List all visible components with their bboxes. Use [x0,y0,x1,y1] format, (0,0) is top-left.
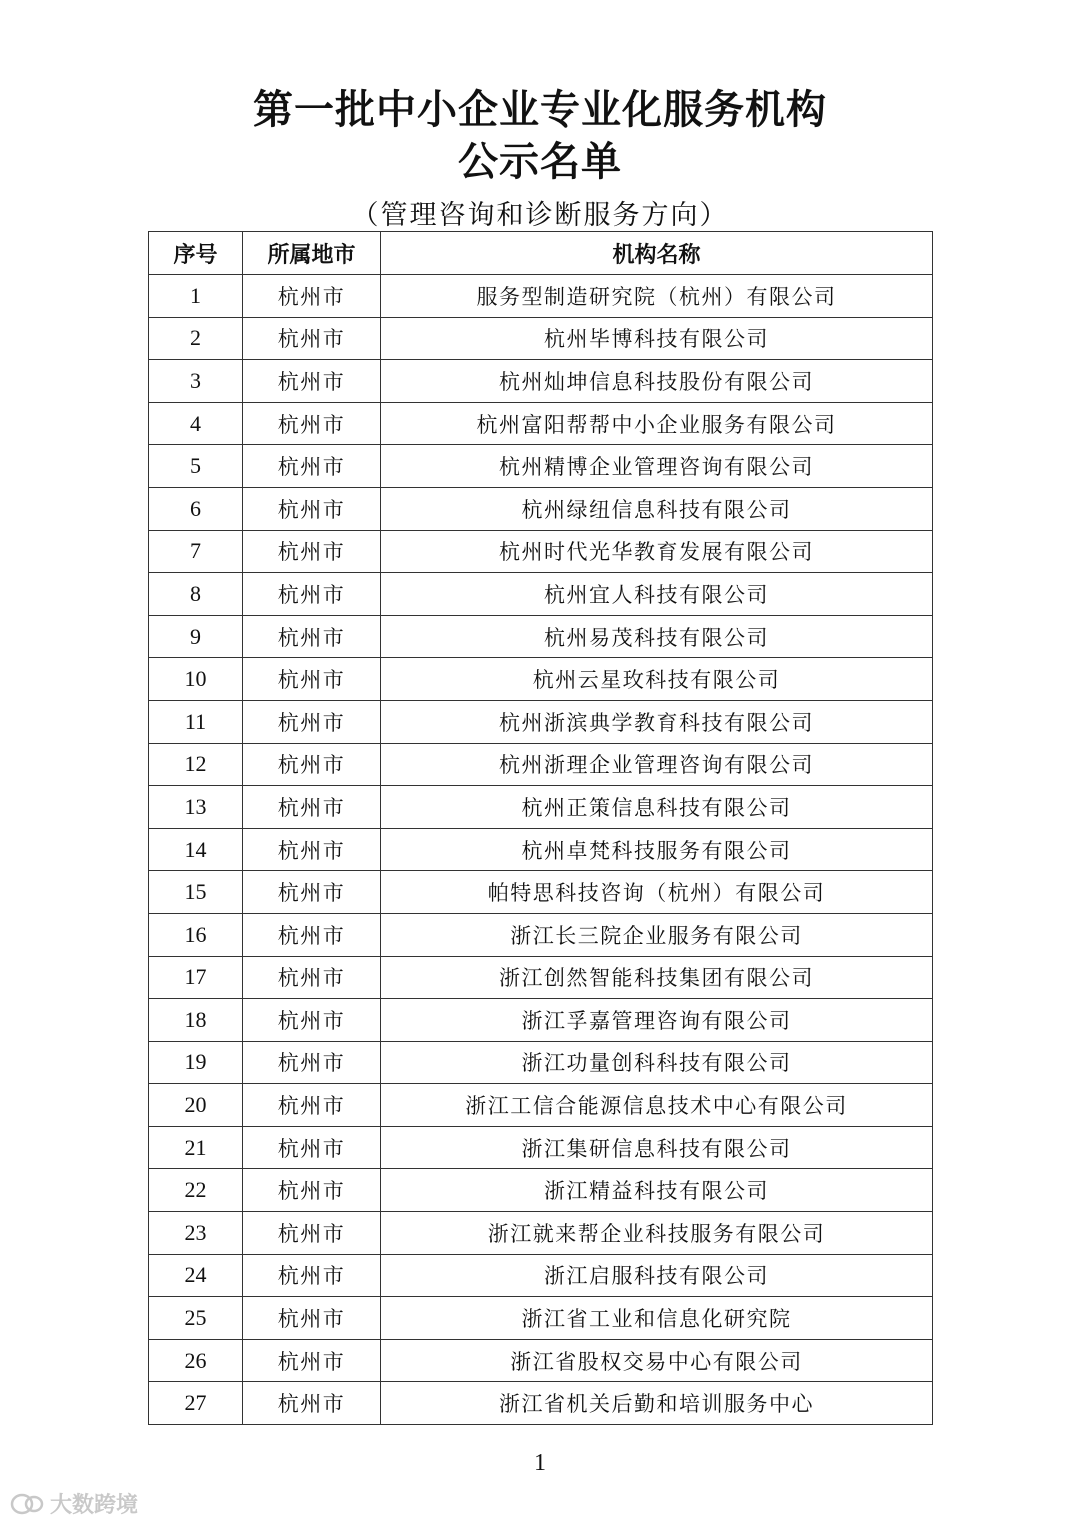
cell-city: 杭州市 [243,402,381,445]
table-row [149,360,933,403]
cell-institution-name: 浙江功量创科科技有限公司 [381,1041,933,1084]
table-row [149,999,933,1042]
table-row [149,1254,933,1297]
table-row [149,317,933,360]
cell-serial-number: 17 [149,956,243,999]
page-number: 1 [534,1450,546,1476]
cell-city: 杭州市 [243,1297,381,1340]
cell-serial-number: 13 [149,786,243,829]
cell-institution-name: 浙江就来帮企业科技服务有限公司 [381,1212,933,1255]
table-row [149,1382,933,1425]
table-row [149,1339,933,1382]
cell-city: 杭州市 [243,658,381,701]
header-city: 所属地市 [243,232,381,275]
cell-serial-number: 27 [149,1382,243,1425]
cell-city: 杭州市 [243,1212,381,1255]
cell-serial-number: 22 [149,1169,243,1212]
institution-table [148,231,933,1425]
watermark-logo-icon [10,1490,44,1518]
table-row [149,1169,933,1212]
table-row [149,615,933,658]
cell-serial-number: 12 [149,743,243,786]
cell-city: 杭州市 [243,786,381,829]
cell-institution-name: 浙江精益科技有限公司 [381,1169,933,1212]
cell-institution-name: 杭州毕博科技有限公司 [381,317,933,360]
cell-city: 杭州市 [243,445,381,488]
cell-institution-name: 杭州绿纽信息科技有限公司 [381,487,933,530]
table-row [149,828,933,871]
cell-serial-number: 3 [149,360,243,403]
cell-serial-number: 2 [149,317,243,360]
table-row [149,786,933,829]
header-institution-name: 机构名称 [381,232,933,275]
cell-serial-number: 25 [149,1297,243,1340]
cell-serial-number: 6 [149,487,243,530]
cell-institution-name: 杭州云星玫科技有限公司 [381,658,933,701]
cell-institution-name: 浙江长三院企业服务有限公司 [381,913,933,956]
table-row [149,1212,933,1255]
cell-institution-name: 浙江集研信息科技有限公司 [381,1126,933,1169]
cell-city: 杭州市 [243,1382,381,1425]
cell-serial-number: 15 [149,871,243,914]
table-row [149,275,933,318]
cell-city: 杭州市 [243,913,381,956]
cell-city: 杭州市 [243,530,381,573]
cell-city: 杭州市 [243,487,381,530]
cell-institution-name: 浙江省工业和信息化研究院 [381,1297,933,1340]
cell-city: 杭州市 [243,573,381,616]
document-title-line2: 公示名单 [458,138,622,185]
cell-institution-name: 帕特思科技咨询（杭州）有限公司 [381,871,933,914]
table-row [149,1126,933,1169]
table-row [149,1297,933,1340]
cell-serial-number: 14 [149,828,243,871]
table-body [149,275,933,1425]
table-header-row [149,232,933,275]
cell-serial-number: 7 [149,530,243,573]
table-row [149,743,933,786]
table-row [149,402,933,445]
cell-serial-number: 1 [149,275,243,318]
table-row [149,913,933,956]
cell-city: 杭州市 [243,743,381,786]
cell-city: 杭州市 [243,1084,381,1127]
cell-institution-name: 浙江孚嘉管理咨询有限公司 [381,999,933,1042]
cell-institution-name: 杭州易茂科技有限公司 [381,615,933,658]
table-row [149,573,933,616]
cell-institution-name: 浙江省股权交易中心有限公司 [381,1339,933,1382]
cell-institution-name: 杭州精博企业管理咨询有限公司 [381,445,933,488]
cell-city: 杭州市 [243,1041,381,1084]
cell-serial-number: 10 [149,658,243,701]
document-title-line1: 第一批中小企业专业化服务机构 [253,86,827,133]
cell-city: 杭州市 [243,700,381,743]
table-row [149,530,933,573]
cell-serial-number: 21 [149,1126,243,1169]
cell-city: 杭州市 [243,999,381,1042]
cell-institution-name: 杭州宜人科技有限公司 [381,573,933,616]
cell-institution-name: 杭州灿坤信息科技股份有限公司 [381,360,933,403]
cell-institution-name: 杭州卓梵科技服务有限公司 [381,828,933,871]
cell-city: 杭州市 [243,615,381,658]
table-row [149,956,933,999]
cell-institution-name: 杭州时代光华教育发展有限公司 [381,530,933,573]
cell-serial-number: 16 [149,913,243,956]
watermark-text: 大数跨境 [50,1493,139,1518]
cell-city: 杭州市 [243,360,381,403]
cell-city: 杭州市 [243,1339,381,1382]
cell-city: 杭州市 [243,1126,381,1169]
cell-institution-name: 杭州浙滨典学教育科技有限公司 [381,700,933,743]
cell-city: 杭州市 [243,828,381,871]
cell-city: 杭州市 [243,317,381,360]
cell-serial-number: 19 [149,1041,243,1084]
cell-serial-number: 24 [149,1254,243,1297]
header-serial-number: 序号 [149,232,243,275]
document-subtitle: （管理咨询和诊断服务方向） [351,200,729,231]
cell-city: 杭州市 [243,275,381,318]
cell-institution-name: 浙江创然智能科技集团有限公司 [381,956,933,999]
cell-serial-number: 9 [149,615,243,658]
cell-city: 杭州市 [243,1169,381,1212]
table-row [149,1084,933,1127]
table-row [149,700,933,743]
cell-city: 杭州市 [243,1254,381,1297]
cell-institution-name: 杭州富阳帮帮中小企业服务有限公司 [381,402,933,445]
cell-serial-number: 26 [149,1339,243,1382]
cell-serial-number: 18 [149,999,243,1042]
cell-city: 杭州市 [243,871,381,914]
cell-serial-number: 23 [149,1212,243,1255]
table-row [149,445,933,488]
cell-serial-number: 4 [149,402,243,445]
cell-serial-number: 8 [149,573,243,616]
cell-city: 杭州市 [243,956,381,999]
cell-institution-name: 服务型制造研究院（杭州）有限公司 [381,275,933,318]
table-row [149,658,933,701]
cell-serial-number: 20 [149,1084,243,1127]
cell-serial-number: 11 [149,700,243,743]
table-row [149,871,933,914]
cell-institution-name: 杭州正策信息科技有限公司 [381,786,933,829]
table-row [149,487,933,530]
cell-institution-name: 杭州浙理企业管理咨询有限公司 [381,743,933,786]
cell-serial-number: 5 [149,445,243,488]
cell-institution-name: 浙江启服科技有限公司 [381,1254,933,1297]
cell-institution-name: 浙江工信合能源信息技术中心有限公司 [381,1084,933,1127]
watermark [10,1488,138,1519]
cell-institution-name: 浙江省机关后勤和培训服务中心 [381,1382,933,1425]
table-row [149,1041,933,1084]
